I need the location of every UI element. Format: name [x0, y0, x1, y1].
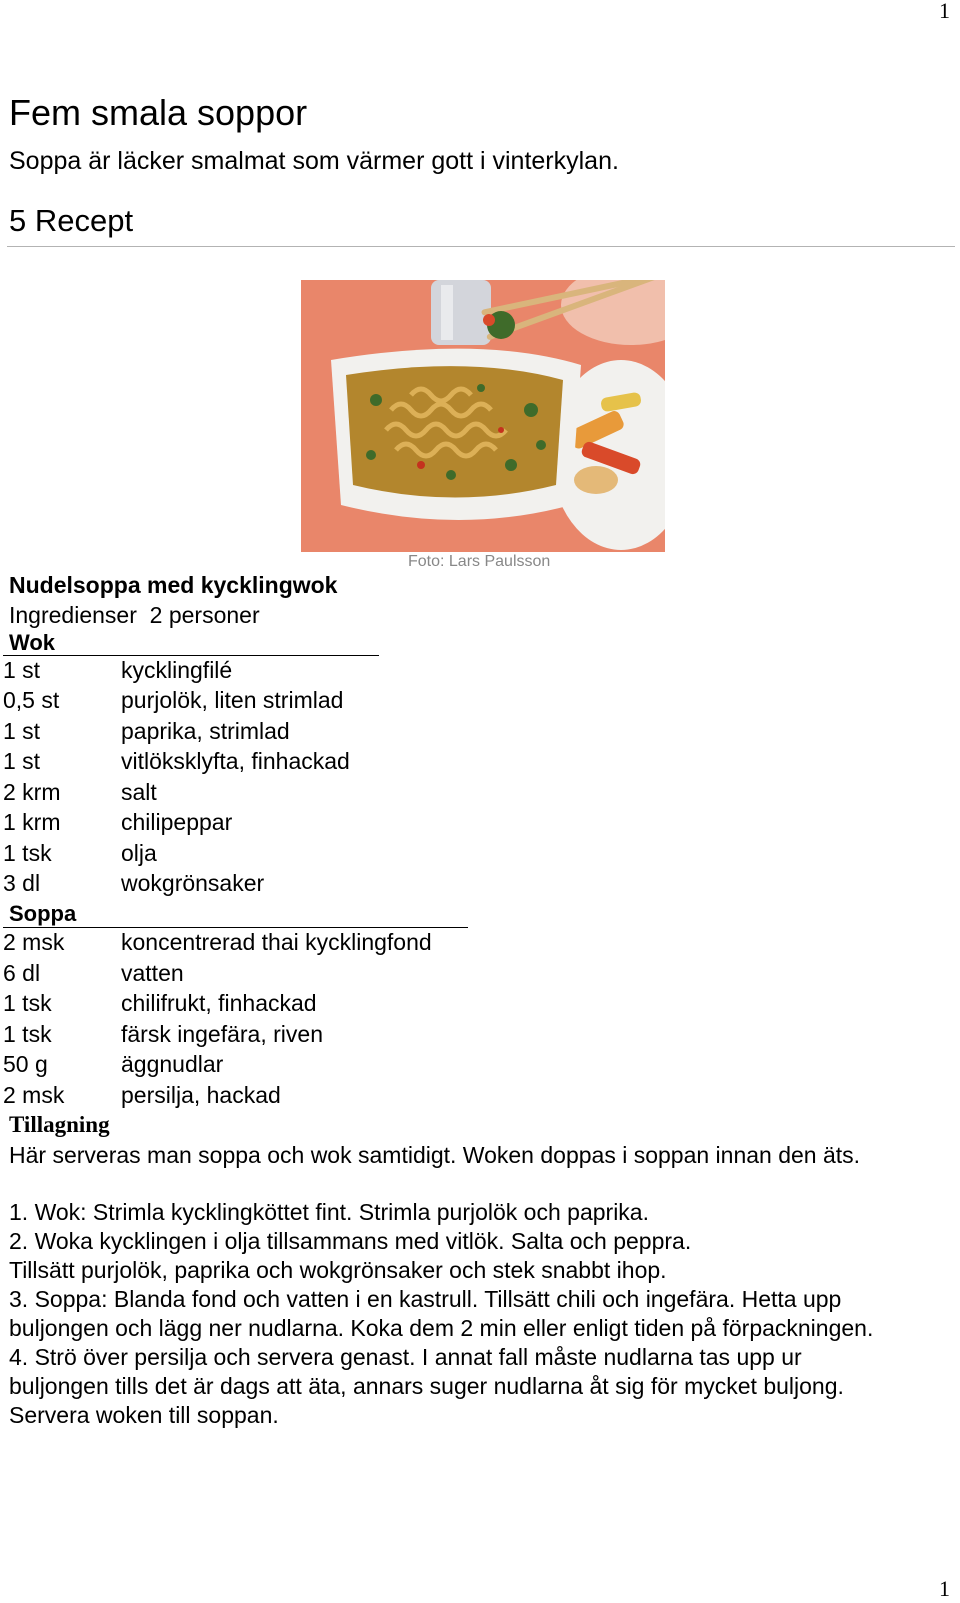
ingredient-name: purjolök, liten strimlad: [121, 687, 344, 713]
ingredient-name: salt: [121, 779, 157, 805]
method-step-line: buljongen tills det är dags att äta, annars suger nudlarna åt sig för mycket buljong.: [9, 1373, 844, 1399]
method-step-line: buljongen och lägg ner nudlarna. Koka dem 2 min eller enligt tiden på förpackningen.: [9, 1315, 874, 1341]
ingredient-qty: 2 msk: [3, 1082, 65, 1108]
ingredient-name: chilipeppar: [121, 809, 233, 835]
recipe-title: Nudelsoppa med kycklingwok: [9, 572, 338, 598]
method-step-line: 3. Soppa: Blanda fond och vatten i en kastrull. Tillsätt chili och ingefära. Hetta upp: [9, 1286, 842, 1312]
ingredient-name: kycklingfilé: [121, 657, 233, 683]
method-step-line: Tillsätt purjolök, paprika och wokgrönsaker och stek snabbt ihop.: [9, 1257, 667, 1283]
ingredients-servings: Ingredienser 2 personer: [9, 602, 260, 628]
ingredient-name: olja: [121, 840, 157, 866]
ingredient-name: koncentrerad thai kycklingfond: [121, 929, 432, 955]
ingredient-qty: 1 krm: [3, 809, 61, 835]
page-title: Fem smala soppor: [9, 92, 308, 133]
soup-photo: [301, 280, 665, 552]
page-subtitle: Soppa är läcker smalmat som värmer gott i vinterkylan.: [9, 147, 619, 175]
chili-piece: [417, 461, 425, 469]
ingredient-name: wokgrönsaker: [121, 870, 265, 896]
pepper-piece: [483, 314, 495, 326]
ingredient-qty: 3 dl: [3, 870, 41, 896]
ingredient-name: vitlöksklyfta, finhackad: [121, 748, 350, 774]
method-step-line: 2. Woka kycklingen i olja tillsammans med vitlök. Salta och peppra.: [9, 1228, 692, 1254]
wok-chicken: [574, 466, 618, 494]
ingredient-name: vatten: [121, 960, 184, 986]
page-number-bottom: 1: [939, 1576, 950, 1601]
ingredient-qty: 1 st: [3, 748, 41, 774]
ingredient-qty: 1 st: [3, 718, 41, 744]
method-step-line: Servera woken till soppan.: [9, 1402, 279, 1428]
page-number-top: 1: [939, 0, 950, 23]
chili-piece: [498, 427, 504, 433]
recipe-count: 5 Recept: [9, 203, 134, 238]
ingredient-qty: 2 msk: [3, 929, 65, 955]
soup-illustration: [301, 280, 665, 552]
ingredient-name: persilja, hackad: [121, 1082, 281, 1108]
photo-credit: Foto: Lars Paulsson: [408, 553, 551, 570]
ingredient-name: färsk ingefära, riven: [121, 1021, 323, 1047]
glass-reflection: [441, 285, 453, 340]
method-step-line: 1. Wok: Strimla kycklingköttet fint. Strimla purjolök och paprika.: [9, 1199, 649, 1225]
header-divider: [7, 246, 955, 247]
ingredient-qty: 1 tsk: [3, 1021, 52, 1047]
ingredient-name: äggnudlar: [121, 1051, 224, 1077]
ingredient-name: chilifrukt, finhackad: [121, 990, 317, 1016]
method-heading: Tillagning: [9, 1112, 110, 1137]
ingredient-qty: 1 tsk: [3, 990, 52, 1016]
section-heading-soppa: Soppa: [9, 901, 77, 926]
ingredient-qty: 6 dl: [3, 960, 41, 986]
method-intro: Här serveras man soppa och wok samtidigt. Woken doppas i soppan innan den äts.: [9, 1142, 861, 1168]
ingredient-qty: 50 g: [3, 1051, 48, 1077]
ingredient-qty: 1 st: [3, 657, 41, 683]
ingredient-qty: 2 krm: [3, 779, 61, 805]
section-heading-wok: Wok: [9, 630, 56, 655]
ingredient-qty: 0,5 st: [3, 687, 60, 713]
ingredient-name: paprika, strimlad: [121, 718, 290, 744]
ingredient-qty: 1 tsk: [3, 840, 52, 866]
method-step-line: 4. Strö över persilja och servera genast. I annat fall måste nudlarna tas upp ur: [9, 1344, 802, 1370]
